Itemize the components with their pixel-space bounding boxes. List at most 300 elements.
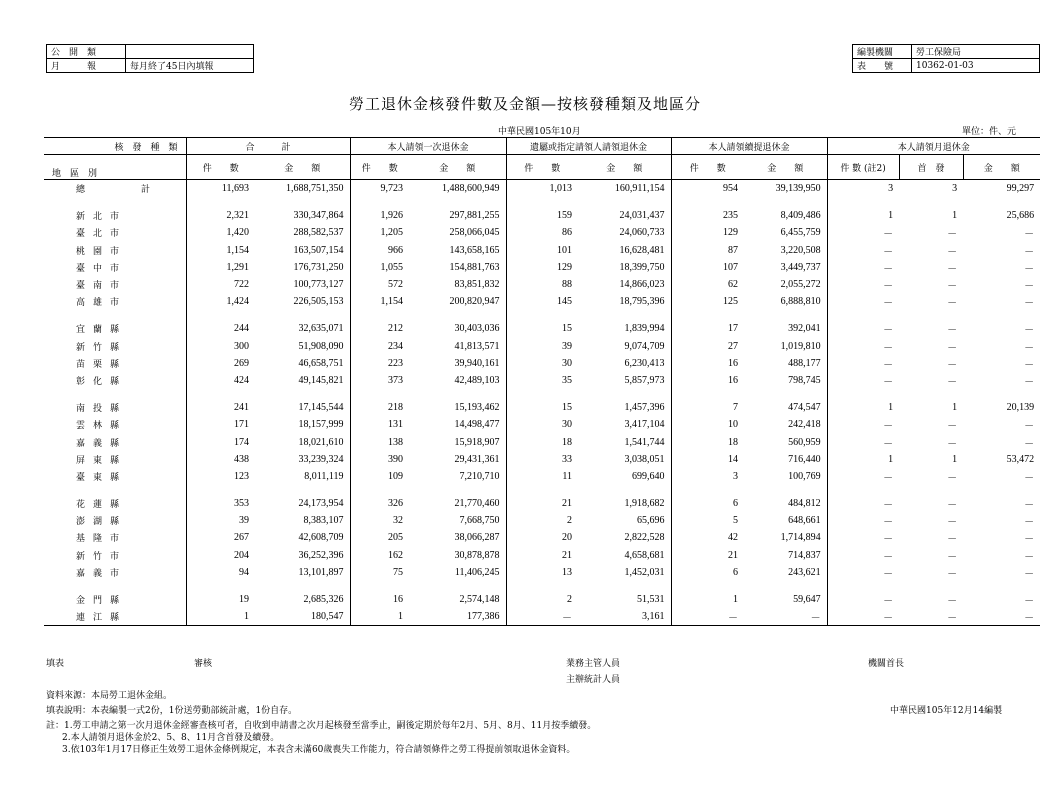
table-cell: － bbox=[883, 500, 894, 512]
table-cell: 21 bbox=[562, 498, 573, 510]
table-cell: 474,547 bbox=[744, 399, 827, 416]
col-amount: 金 額 bbox=[255, 155, 350, 180]
table-cell: 392,041 bbox=[744, 320, 827, 337]
table-cell: 143,658,165 bbox=[409, 242, 506, 259]
table-cell: 484,812 bbox=[744, 495, 827, 512]
table-cell: 42,608,709 bbox=[255, 529, 350, 546]
table-cell: 53,472 bbox=[1006, 453, 1035, 465]
table-cell: 86 bbox=[562, 227, 573, 239]
table-cell: 11 bbox=[562, 470, 573, 482]
table-cell: － bbox=[1024, 359, 1035, 371]
table-row bbox=[44, 293, 1040, 310]
table-cell: 5,857,973 bbox=[578, 372, 671, 389]
table-cell: 107 bbox=[723, 261, 739, 273]
table-cell: 39,940,161 bbox=[409, 355, 506, 372]
region-name: 金門縣 bbox=[44, 591, 186, 608]
table-row bbox=[44, 564, 1040, 581]
table-cell: 39,139,950 bbox=[744, 180, 827, 198]
table-cell: 15,918,907 bbox=[409, 433, 506, 450]
table-cell: 129 bbox=[557, 261, 573, 273]
table-cell: 1,019,810 bbox=[744, 338, 827, 355]
region-name: 宜蘭縣 bbox=[44, 320, 186, 337]
table-cell: 6,455,759 bbox=[744, 224, 827, 241]
table-body bbox=[44, 180, 1040, 626]
table-row bbox=[44, 372, 1040, 389]
footer-note-1: 註：1.勞工申請之第一次月退休金經審查核可者，自收到申請書之次月起核發至當季止，嗣後定期於每年2月、5月、8月、11月按季續發。 bbox=[46, 721, 597, 731]
table-cell: 100,769 bbox=[744, 468, 827, 485]
table-cell: 15 bbox=[562, 402, 573, 414]
table-cell: 29,431,361 bbox=[409, 451, 506, 468]
table-cell: － bbox=[1024, 568, 1035, 580]
table-cell: － bbox=[883, 246, 894, 258]
table-cell: 7 bbox=[733, 402, 739, 414]
table-cell: 42 bbox=[728, 532, 739, 544]
table-cell: 722 bbox=[234, 279, 249, 291]
table-cell: 488,177 bbox=[744, 355, 827, 372]
table-cell: 1 bbox=[888, 402, 894, 414]
table-cell: － bbox=[883, 325, 894, 337]
group-monthly: 本人請領月退休金 bbox=[827, 138, 1040, 155]
table-cell: 438 bbox=[234, 453, 249, 465]
sign-reviewer: 審核 bbox=[194, 659, 213, 669]
group-continued: 本人請領續提退休金 bbox=[671, 138, 827, 155]
table-cell: 180,547 bbox=[255, 608, 350, 626]
table-cell: 59,647 bbox=[744, 591, 827, 608]
table-row bbox=[44, 338, 1040, 355]
table-cell: 560,959 bbox=[744, 433, 827, 450]
table-cell: 24,031,437 bbox=[578, 207, 671, 224]
table-cell: 2,574,148 bbox=[409, 591, 506, 608]
table-cell: 3 bbox=[733, 470, 739, 482]
region-name: 臺中市 bbox=[44, 259, 186, 276]
table-cell: － bbox=[1024, 517, 1035, 529]
table-cell: 6,230,413 bbox=[578, 355, 671, 372]
table-cell: － bbox=[883, 342, 894, 354]
table-cell: － bbox=[883, 534, 894, 546]
table-cell: 297,881,255 bbox=[409, 207, 506, 224]
table-cell: 42,489,103 bbox=[409, 372, 506, 389]
table-cell: － bbox=[947, 534, 958, 546]
table-cell: － bbox=[899, 608, 963, 626]
table-cell: 424 bbox=[234, 374, 249, 386]
table-cell: 714,837 bbox=[744, 547, 827, 564]
table-cell: － bbox=[883, 281, 894, 293]
sign-filler: 填表 bbox=[46, 659, 65, 669]
region-name: 屏東縣 bbox=[44, 451, 186, 468]
stub-type-label: 核 發 種 類 bbox=[44, 138, 186, 155]
table-cell: － bbox=[671, 608, 744, 626]
table-cell: 35 bbox=[562, 374, 573, 386]
region-name: 臺北市 bbox=[44, 224, 186, 241]
table-cell: 1,714,894 bbox=[744, 529, 827, 546]
table-cell: － bbox=[947, 472, 958, 484]
table-cell: － bbox=[947, 500, 958, 512]
table-cell: － bbox=[1024, 342, 1035, 354]
table-cell: 226,505,153 bbox=[255, 293, 350, 310]
table-cell: 18,157,999 bbox=[255, 416, 350, 433]
table-cell: － bbox=[883, 376, 894, 388]
col-count: 件 數 bbox=[350, 155, 409, 180]
table-cell: 15 bbox=[562, 323, 573, 335]
table-cell: 267 bbox=[234, 532, 249, 544]
table-cell: 300 bbox=[234, 340, 249, 352]
table-cell: 38,066,287 bbox=[409, 529, 506, 546]
table-cell: 1 bbox=[952, 453, 958, 465]
table-cell: 2,055,272 bbox=[744, 276, 827, 293]
table-cell: 75 bbox=[393, 566, 404, 578]
table-cell: － bbox=[883, 517, 894, 529]
table-cell: 18,795,396 bbox=[578, 293, 671, 310]
report-period-label: 月 報 bbox=[47, 59, 126, 73]
region-name: 嘉義市 bbox=[44, 564, 186, 581]
table-cell: 330,347,864 bbox=[255, 207, 350, 224]
table-cell: 1,420 bbox=[226, 227, 249, 239]
table-cell: － bbox=[883, 229, 894, 241]
header-left-box bbox=[46, 44, 254, 73]
table-cell: 94 bbox=[239, 566, 249, 578]
table-cell: 100,773,127 bbox=[255, 276, 350, 293]
table-cell: 17 bbox=[728, 323, 739, 335]
table-cell: 24,060,733 bbox=[578, 224, 671, 241]
spacer-row bbox=[44, 389, 1040, 399]
table-cell: 2,822,528 bbox=[578, 529, 671, 546]
table-cell: 699,640 bbox=[578, 468, 671, 485]
table-cell: 241 bbox=[234, 402, 249, 414]
table-cell: 65,696 bbox=[578, 512, 671, 529]
table-cell: － bbox=[947, 551, 958, 563]
table-cell: － bbox=[947, 342, 958, 354]
table-cell: － bbox=[1024, 298, 1035, 310]
col-amount: 金 額 bbox=[409, 155, 506, 180]
table-cell: 177,386 bbox=[409, 608, 506, 626]
table-cell: 159 bbox=[557, 210, 573, 222]
footer-note-2: 2.本人請領月退休金於2、5、8、11月含首發及續發。 bbox=[62, 733, 280, 743]
group-total: 合 計 bbox=[186, 138, 350, 155]
table-cell: 176,731,250 bbox=[255, 259, 350, 276]
table-cell: 49,145,821 bbox=[255, 372, 350, 389]
table-cell: － bbox=[883, 421, 894, 433]
table-cell: 966 bbox=[388, 244, 404, 256]
group-lump-sum: 本人請領一次退休金 bbox=[350, 138, 506, 155]
table-cell: 1 bbox=[350, 608, 409, 626]
table-cell: 1 bbox=[888, 210, 894, 222]
table-row bbox=[44, 495, 1040, 512]
spacer-row bbox=[44, 485, 1040, 495]
table-cell: 1,452,031 bbox=[578, 564, 671, 581]
sign-supervisor: 業務主管人員 bbox=[566, 659, 621, 669]
table-row bbox=[44, 259, 1040, 276]
table-row bbox=[44, 355, 1040, 372]
table-cell: － bbox=[883, 263, 894, 275]
spacer-row bbox=[44, 197, 1040, 207]
table-cell: 30 bbox=[562, 357, 573, 369]
table-cell: 218 bbox=[388, 402, 404, 414]
footer-note-3: 3.依103年1月17日修正生效勞工退休金條例規定，本表含未滿60歲喪失工作能力，符合請領條件之勞工得提前領取退休金資料。 bbox=[62, 745, 576, 755]
sign-agency-head: 機關首長 bbox=[868, 659, 905, 669]
table-cell: 258,066,045 bbox=[409, 224, 506, 241]
table-cell: 20 bbox=[562, 532, 573, 544]
table-cell: 1 bbox=[952, 210, 958, 222]
table-cell: 39 bbox=[239, 515, 249, 527]
table-row bbox=[44, 276, 1040, 293]
table-row bbox=[44, 512, 1040, 529]
table-row bbox=[44, 608, 1040, 626]
table-cell: 1,055 bbox=[380, 261, 404, 273]
table-cell: 88 bbox=[562, 279, 573, 291]
table-cell: 205 bbox=[388, 532, 404, 544]
table-cell: － bbox=[1024, 263, 1035, 275]
table-cell: － bbox=[1024, 376, 1035, 388]
table-cell: 1,926 bbox=[380, 210, 404, 222]
table-cell: 1 bbox=[952, 402, 958, 414]
table-cell: 16 bbox=[728, 357, 739, 369]
table-cell: 390 bbox=[388, 453, 404, 465]
table-cell: 160,911,154 bbox=[578, 180, 671, 198]
table-cell: 235 bbox=[723, 210, 739, 222]
table-cell: － bbox=[947, 568, 958, 580]
table-cell: 5 bbox=[733, 515, 739, 527]
table-cell: 8,383,107 bbox=[255, 512, 350, 529]
table-cell: 6 bbox=[733, 566, 739, 578]
table-cell: 16,628,481 bbox=[578, 242, 671, 259]
table-cell: 1,839,994 bbox=[578, 320, 671, 337]
table-cell: － bbox=[947, 517, 958, 529]
region-name: 總計 bbox=[44, 180, 186, 198]
table-cell: 3,417,104 bbox=[578, 416, 671, 433]
table-cell: － bbox=[947, 421, 958, 433]
table-cell: 41,813,571 bbox=[409, 338, 506, 355]
table-cell: 87 bbox=[728, 244, 739, 256]
table-cell: － bbox=[1024, 325, 1035, 337]
table-cell: 1 bbox=[186, 608, 255, 626]
table-cell: 13,101,897 bbox=[255, 564, 350, 581]
table-cell: 32 bbox=[393, 515, 404, 527]
table-cell: 30,403,036 bbox=[409, 320, 506, 337]
table-cell: 16 bbox=[728, 374, 739, 386]
table-cell: － bbox=[883, 551, 894, 563]
table-cell: 4,658,681 bbox=[578, 547, 671, 564]
col-amount: 金 額 bbox=[578, 155, 671, 180]
table-cell: 2 bbox=[567, 594, 573, 606]
region-name: 花蓮縣 bbox=[44, 495, 186, 512]
table-cell: 18 bbox=[562, 436, 573, 448]
table-cell: － bbox=[1024, 500, 1035, 512]
table-row bbox=[44, 320, 1040, 337]
table-cell: － bbox=[1024, 281, 1035, 293]
table-cell: 131 bbox=[388, 419, 404, 431]
spacer-row bbox=[44, 581, 1040, 591]
col-amount: 金 額 bbox=[744, 155, 827, 180]
table-cell: 14,498,477 bbox=[409, 416, 506, 433]
table-cell: 3,161 bbox=[578, 608, 671, 626]
table-cell: － bbox=[963, 608, 1040, 626]
table-cell: 14,866,023 bbox=[578, 276, 671, 293]
table-cell: 3,038,051 bbox=[578, 451, 671, 468]
table-cell: 27 bbox=[728, 340, 739, 352]
public-class-label: 公 開 類 bbox=[47, 45, 126, 59]
agency-value: 勞工保險局 bbox=[912, 45, 1040, 59]
report-period: 中華民國105年10月 bbox=[498, 127, 581, 137]
table-row bbox=[44, 207, 1040, 224]
col-first-issue: 首 發 bbox=[899, 155, 963, 180]
stub-region-label: 地 區 別 bbox=[44, 155, 186, 180]
table-cell: － bbox=[947, 596, 958, 608]
table-cell: 109 bbox=[388, 470, 404, 482]
table-cell: 51,531 bbox=[578, 591, 671, 608]
table-cell: 1,205 bbox=[380, 227, 404, 239]
table-cell: 14 bbox=[728, 453, 739, 465]
table-cell: 145 bbox=[557, 296, 573, 308]
report-period-value: 每月終了45日內填報 bbox=[126, 59, 254, 73]
table-cell: － bbox=[883, 568, 894, 580]
table-cell: － bbox=[947, 359, 958, 371]
region-name: 臺東縣 bbox=[44, 468, 186, 485]
table-cell: 9,074,709 bbox=[578, 338, 671, 355]
table-cell: 243,621 bbox=[744, 564, 827, 581]
table-cell: － bbox=[1024, 229, 1035, 241]
table-cell: － bbox=[947, 325, 958, 337]
table-cell: 269 bbox=[234, 357, 249, 369]
table-cell: － bbox=[1024, 438, 1035, 450]
table-cell: 1,154 bbox=[380, 296, 404, 308]
table-cell: 3 bbox=[888, 183, 894, 195]
table-row bbox=[44, 468, 1040, 485]
statistics-table bbox=[44, 137, 1040, 626]
table-cell: 51,908,090 bbox=[255, 338, 350, 355]
unit-label: 單位：件、元 bbox=[962, 127, 1017, 137]
footer-source: 資料來源：本局勞工退休金組。 bbox=[46, 691, 173, 701]
table-cell: 648,661 bbox=[744, 512, 827, 529]
table-cell: 33 bbox=[562, 453, 573, 465]
table-row bbox=[44, 529, 1040, 546]
table-cell: 326 bbox=[388, 498, 404, 510]
table-cell: 212 bbox=[388, 323, 404, 335]
table-cell: 174 bbox=[234, 436, 249, 448]
table-row bbox=[44, 242, 1040, 259]
table-cell: 10 bbox=[728, 419, 739, 431]
table-cell: 242,418 bbox=[744, 416, 827, 433]
table-row bbox=[44, 591, 1040, 608]
table-cell: 572 bbox=[388, 279, 404, 291]
table-cell: 39 bbox=[562, 340, 573, 352]
table-cell: 162 bbox=[388, 549, 404, 561]
table-cell: 18 bbox=[728, 436, 739, 448]
table-cell: 11,406,245 bbox=[409, 564, 506, 581]
region-name: 雲林縣 bbox=[44, 416, 186, 433]
table-cell: 21,770,460 bbox=[409, 495, 506, 512]
table-cell: 353 bbox=[234, 498, 249, 510]
region-name: 南投縣 bbox=[44, 399, 186, 416]
region-name: 澎湖縣 bbox=[44, 512, 186, 529]
table-cell: 62 bbox=[728, 279, 739, 291]
table-cell: 30 bbox=[562, 419, 573, 431]
table-cell: － bbox=[1024, 596, 1035, 608]
table-cell: － bbox=[506, 608, 578, 626]
table-cell: 716,440 bbox=[744, 451, 827, 468]
table-cell: － bbox=[883, 472, 894, 484]
group-survivor: 遺屬或指定請領人請領退休金 bbox=[506, 138, 671, 155]
table-cell: 101 bbox=[557, 244, 573, 256]
public-class-value bbox=[126, 45, 254, 59]
table-cell: 9,723 bbox=[380, 183, 404, 195]
form-number-label: 表 號 bbox=[853, 59, 912, 73]
table-cell: － bbox=[1024, 421, 1035, 433]
table-cell: 171 bbox=[234, 419, 249, 431]
table-cell: 7,210,710 bbox=[409, 468, 506, 485]
table-cell: 2 bbox=[567, 515, 573, 527]
header-right-box bbox=[852, 44, 1040, 73]
region-name: 苗栗縣 bbox=[44, 355, 186, 372]
table-cell: － bbox=[947, 376, 958, 388]
table-cell: 83,851,832 bbox=[409, 276, 506, 293]
table-cell: 1,688,751,350 bbox=[255, 180, 350, 198]
table-cell: 6 bbox=[733, 498, 739, 510]
table-cell: 204 bbox=[234, 549, 249, 561]
table-cell: － bbox=[883, 596, 894, 608]
agency-label: 編製機關 bbox=[853, 45, 912, 59]
region-name: 嘉義縣 bbox=[44, 433, 186, 450]
table-cell: 17,145,544 bbox=[255, 399, 350, 416]
table-cell: 138 bbox=[388, 436, 404, 448]
region-name: 高雄市 bbox=[44, 293, 186, 310]
table-cell: 21 bbox=[562, 549, 573, 561]
footer-compiled-date: 中華民國105年12月14編製 bbox=[890, 706, 1003, 716]
table-cell: 1,541,744 bbox=[578, 433, 671, 450]
table-cell: 15,193,462 bbox=[409, 399, 506, 416]
table-cell: － bbox=[744, 608, 827, 626]
table-row bbox=[44, 451, 1040, 468]
table-cell: 154,881,763 bbox=[409, 259, 506, 276]
region-name: 新竹市 bbox=[44, 547, 186, 564]
table-cell: 18,399,750 bbox=[578, 259, 671, 276]
table-cell: 125 bbox=[723, 296, 739, 308]
table-cell: 99,297 bbox=[1006, 183, 1035, 195]
table-cell: 18,021,610 bbox=[255, 433, 350, 450]
table-cell: 1 bbox=[888, 453, 894, 465]
table-cell: 163,507,154 bbox=[255, 242, 350, 259]
col-count: 件 數 bbox=[506, 155, 578, 180]
table-cell: 36,252,396 bbox=[255, 547, 350, 564]
table-row bbox=[44, 433, 1040, 450]
report-title: 勞工退休金核發件數及金額—按核發種類及地區分 bbox=[348, 95, 701, 113]
table-cell: 2,685,326 bbox=[255, 591, 350, 608]
table-cell: 1,013 bbox=[549, 183, 573, 195]
table-cell: － bbox=[947, 246, 958, 258]
table-cell: 13 bbox=[562, 566, 573, 578]
table-cell: 8,409,486 bbox=[744, 207, 827, 224]
table-cell: 20,139 bbox=[1006, 402, 1035, 414]
table-cell: 1,291 bbox=[226, 261, 249, 273]
table-cell: 123 bbox=[234, 470, 249, 482]
table-cell: 200,820,947 bbox=[409, 293, 506, 310]
table-cell: 7,668,750 bbox=[409, 512, 506, 529]
table-cell: 6,888,810 bbox=[744, 293, 827, 310]
table-cell: － bbox=[947, 229, 958, 241]
table-cell: 21 bbox=[728, 549, 739, 561]
table-cell: 32,635,071 bbox=[255, 320, 350, 337]
region-name: 桃園市 bbox=[44, 242, 186, 259]
table-cell: － bbox=[947, 438, 958, 450]
form-number-value: 10362-01-03 bbox=[912, 59, 1040, 73]
table-cell: － bbox=[827, 608, 899, 626]
region-name: 基隆市 bbox=[44, 529, 186, 546]
table-cell: 33,239,324 bbox=[255, 451, 350, 468]
table-cell: 16 bbox=[393, 594, 404, 606]
table-cell: 30,878,878 bbox=[409, 547, 506, 564]
table-cell: 24,173,954 bbox=[255, 495, 350, 512]
table-cell: 1,424 bbox=[226, 296, 249, 308]
table-cell: 11,693 bbox=[221, 183, 249, 195]
